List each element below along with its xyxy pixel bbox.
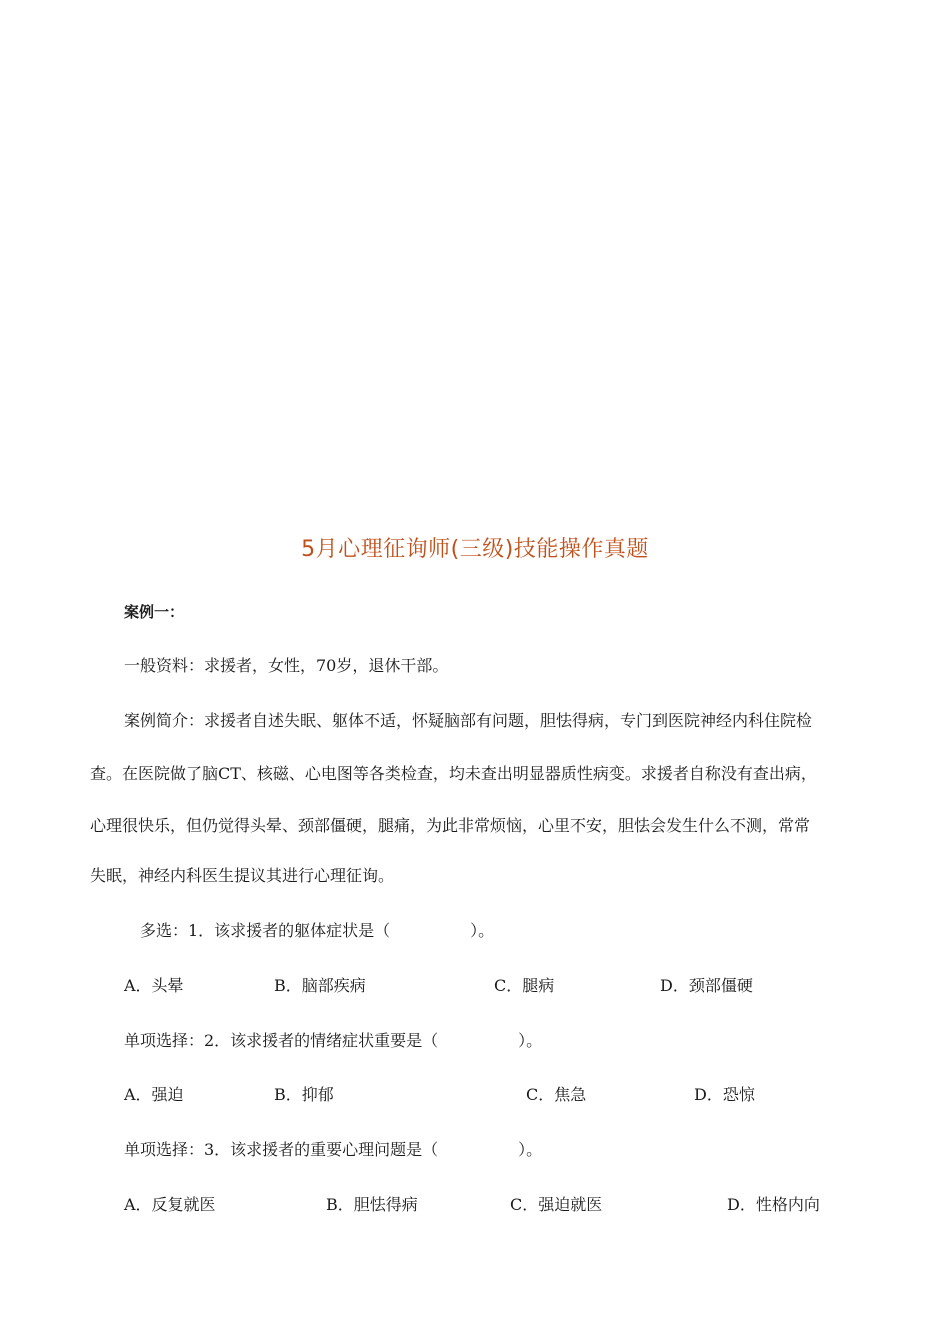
question-2-option-b: B．抑郁	[274, 1085, 334, 1104]
question-2-option-d: D．恐惊	[694, 1085, 755, 1104]
summary-line-2: 查。在医院做了脑CT、核磁、心电图等各类检查，均未查出明显器质性病变。求援者自称没有查出病，	[90, 764, 817, 783]
question-1-option-b: B．脑部疾病	[274, 976, 366, 995]
question-2-stem: 单项选择：2．该求援者的情绪症状重要是（ ）。	[124, 1031, 543, 1050]
case-heading: 案例一：	[124, 603, 185, 621]
question-2-option-a: A．强迫	[124, 1085, 184, 1104]
document-title: 5月心理征询师(三级)技能操作真题	[301, 537, 649, 562]
summary-line-3: 心理很快乐，但仍觉得头晕、颈部僵硬，腿痛，为此非常烦恼，心里不安，胆怯会发生什么不测，常常	[90, 816, 811, 835]
question-3-stem: 单项选择：3．该求援者的重要心理问题是（ ）。	[124, 1140, 543, 1159]
summary-line-4: 失眠，神经内科医生提议其进行心理征询。	[90, 866, 395, 885]
question-3-option-b: B．胆怯得病	[326, 1195, 418, 1214]
question-1-stem: 多选：1．该求援者的躯体症状是（ ）。	[140, 921, 495, 940]
question-1-option-a: A．头晕	[124, 976, 184, 995]
question-2-option-c: C．焦急	[526, 1085, 587, 1104]
general-info: 一般资料：求援者，女性，70岁，退休干部。	[124, 656, 449, 675]
question-1-option-d: D．颈部僵硬	[660, 976, 753, 995]
question-3-option-d: D．性格内向	[727, 1195, 820, 1214]
question-1-option-c: C．腿病	[494, 976, 555, 995]
question-3-option-c: C．强迫就医	[510, 1195, 603, 1214]
question-3-option-a: A．反复就医	[124, 1195, 216, 1214]
summary-line-1: 案例简介：求援者自述失眠、躯体不适，怀疑脑部有问题，胆怯得病，专门到医院神经内科住院检	[124, 711, 813, 730]
